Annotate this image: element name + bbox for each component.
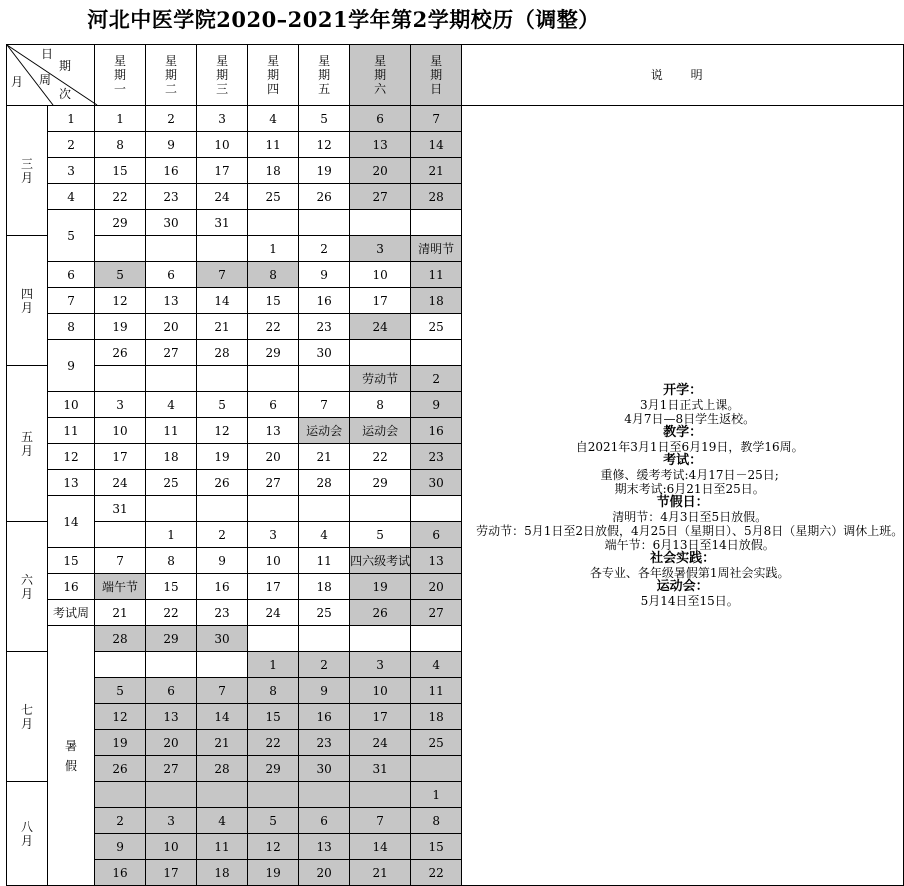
week-number-cell: 11 [48, 418, 95, 444]
notes-header: 说 明 [462, 45, 904, 106]
day-cell: 5 [350, 522, 411, 548]
day-cell [146, 496, 197, 522]
day-cell [248, 366, 299, 392]
day-cell: 26 [299, 184, 350, 210]
day-cell: 24 [350, 730, 411, 756]
day-cell [95, 236, 146, 262]
note-line: 各专业、各年级暑假第1周社会实践。 [589, 565, 790, 580]
week-number-cell: 6 [48, 262, 95, 288]
day-cell: 4 [411, 652, 462, 678]
day-cell [248, 496, 299, 522]
day-cell: 23 [146, 184, 197, 210]
day-cell: 11 [411, 262, 462, 288]
note-heading: 考试： [663, 452, 703, 468]
day-cell: 19 [350, 574, 411, 600]
weekday-header: 星期四 [248, 45, 299, 106]
day-cell: 清明节 [411, 236, 462, 262]
day-cell: 4 [146, 392, 197, 418]
day-cell: 15 [95, 158, 146, 184]
day-cell: 12 [299, 132, 350, 158]
day-cell [146, 366, 197, 392]
day-cell: 27 [248, 470, 299, 496]
day-cell: 6 [350, 106, 411, 132]
weekday-header: 星期二 [146, 45, 197, 106]
day-cell: 28 [197, 756, 248, 782]
corner-label-qi: 期 [59, 59, 72, 73]
day-cell: 3 [95, 392, 146, 418]
day-cell: 7 [350, 808, 411, 834]
day-cell: 10 [350, 678, 411, 704]
day-cell: 14 [411, 132, 462, 158]
day-cell: 12 [197, 418, 248, 444]
notes-cell [462, 106, 904, 886]
note-line: 期末考试:6月21日至25日。 [614, 481, 765, 496]
day-cell [146, 652, 197, 678]
day-cell: 6 [299, 808, 350, 834]
week-number-cell: 9 [48, 340, 95, 392]
day-cell: 3 [350, 652, 411, 678]
day-cell: 17 [146, 860, 197, 886]
day-cell: 11 [411, 678, 462, 704]
day-cell: 1 [248, 236, 299, 262]
day-cell: 26 [95, 340, 146, 366]
week-number-cell: 8 [48, 314, 95, 340]
corner-label-yue: 月 [11, 75, 24, 89]
day-cell: 2 [95, 808, 146, 834]
day-cell: 22 [248, 730, 299, 756]
week-number-cell: 考试周 [48, 600, 95, 626]
day-cell: 28 [197, 340, 248, 366]
day-cell: 8 [146, 548, 197, 574]
day-cell: 15 [248, 704, 299, 730]
calendar-row [7, 106, 904, 132]
day-cell: 24 [350, 314, 411, 340]
day-cell [299, 782, 350, 808]
page-title: 河北中医学院2020–2021学年第2学期校历（调整） [87, 7, 600, 32]
day-cell: 27 [411, 600, 462, 626]
day-cell [95, 652, 146, 678]
day-cell [350, 210, 411, 236]
day-cell: 19 [197, 444, 248, 470]
day-cell [197, 652, 248, 678]
day-cell: 13 [248, 418, 299, 444]
day-cell: 17 [197, 158, 248, 184]
day-cell: 12 [95, 704, 146, 730]
day-cell: 6 [146, 678, 197, 704]
day-cell [95, 782, 146, 808]
month-cell: 五月 [7, 366, 48, 522]
week-number-cell: 16 [48, 574, 95, 600]
day-cell: 16 [146, 158, 197, 184]
week-number-cell: 1 [48, 106, 95, 132]
day-cell: 1 [95, 106, 146, 132]
day-cell: 26 [95, 756, 146, 782]
day-cell: 31 [197, 210, 248, 236]
day-cell: 15 [146, 574, 197, 600]
day-cell: 8 [411, 808, 462, 834]
day-cell: 21 [197, 730, 248, 756]
day-cell: 19 [95, 730, 146, 756]
day-cell: 18 [146, 444, 197, 470]
day-cell: 29 [248, 340, 299, 366]
day-cell: 24 [197, 184, 248, 210]
week-number-cell: 14 [48, 496, 95, 548]
day-cell: 2 [411, 366, 462, 392]
day-cell: 6 [411, 522, 462, 548]
day-cell: 5 [95, 262, 146, 288]
day-cell: 17 [248, 574, 299, 600]
day-cell: 23 [197, 600, 248, 626]
note-line: 4月7日—8日学生返校。 [624, 411, 756, 426]
day-cell: 7 [299, 392, 350, 418]
day-cell: 12 [95, 288, 146, 314]
note-line: 端午节：6月13日至14日放假。 [604, 537, 775, 552]
day-cell: 1 [248, 652, 299, 678]
day-cell [248, 210, 299, 236]
day-cell: 16 [299, 288, 350, 314]
day-cell: 30 [146, 210, 197, 236]
day-cell: 23 [299, 314, 350, 340]
day-cell: 24 [95, 470, 146, 496]
day-cell [350, 626, 411, 652]
day-cell: 28 [411, 184, 462, 210]
weekday-header: 星期日 [411, 45, 462, 106]
day-cell: 24 [248, 600, 299, 626]
day-cell: 13 [146, 704, 197, 730]
day-cell: 18 [197, 860, 248, 886]
day-cell [299, 496, 350, 522]
day-cell [411, 626, 462, 652]
day-cell: 28 [95, 626, 146, 652]
day-cell: 1 [146, 522, 197, 548]
note-line: 重修、缓考考试:4月17日－25日; [600, 467, 779, 482]
note-line: 劳动节：5月1日至2日放假，4月25日（星期日）、5月8日（星期六）调休上班。 [476, 523, 904, 538]
day-cell: 7 [197, 678, 248, 704]
day-cell: 5 [95, 678, 146, 704]
day-cell: 9 [146, 132, 197, 158]
day-cell [248, 782, 299, 808]
day-cell: 7 [95, 548, 146, 574]
day-cell: 四六级考试 [350, 548, 411, 574]
weekday-header: 星期三 [197, 45, 248, 106]
week-number-cell: 暑假 [48, 626, 95, 886]
day-cell: 3 [146, 808, 197, 834]
note-line: 5月14日至15日。 [640, 593, 739, 608]
day-cell: 27 [146, 756, 197, 782]
month-cell: 四月 [7, 236, 48, 366]
note-heading: 开学： [663, 382, 703, 398]
day-cell: 14 [197, 288, 248, 314]
day-cell: 13 [299, 834, 350, 860]
day-cell: 5 [248, 808, 299, 834]
day-cell: 8 [248, 262, 299, 288]
day-cell: 31 [95, 496, 146, 522]
day-cell: 21 [95, 600, 146, 626]
week-number-cell: 5 [48, 210, 95, 262]
day-cell [95, 522, 146, 548]
day-cell: 30 [411, 470, 462, 496]
day-cell: 10 [197, 132, 248, 158]
note-heading: 运动会： [656, 578, 709, 594]
day-cell: 11 [146, 418, 197, 444]
day-cell: 9 [197, 548, 248, 574]
month-cell: 七月 [7, 652, 48, 782]
day-cell [411, 496, 462, 522]
day-cell: 10 [248, 548, 299, 574]
month-cell: 八月 [7, 782, 48, 886]
day-cell: 6 [146, 262, 197, 288]
day-cell [248, 626, 299, 652]
note-heading: 社会实践： [650, 550, 716, 566]
day-cell [146, 782, 197, 808]
day-cell: 25 [146, 470, 197, 496]
day-cell: 22 [95, 184, 146, 210]
day-cell: 22 [350, 444, 411, 470]
day-cell: 20 [411, 574, 462, 600]
week-number-cell: 15 [48, 548, 95, 574]
day-cell: 27 [350, 184, 411, 210]
day-cell: 18 [411, 288, 462, 314]
day-cell: 8 [350, 392, 411, 418]
day-cell: 14 [197, 704, 248, 730]
day-cell: 2 [299, 652, 350, 678]
day-cell: 17 [95, 444, 146, 470]
day-cell: 3 [248, 522, 299, 548]
day-cell: 29 [350, 470, 411, 496]
week-number-cell: 4 [48, 184, 95, 210]
day-cell [411, 756, 462, 782]
note-heading: 节假日： [656, 494, 709, 510]
day-cell: 20 [299, 860, 350, 886]
day-cell [95, 366, 146, 392]
calendar-body [7, 45, 904, 886]
day-cell: 4 [299, 522, 350, 548]
day-cell: 28 [299, 470, 350, 496]
day-cell: 11 [197, 834, 248, 860]
day-cell: 2 [299, 236, 350, 262]
day-cell: 13 [411, 548, 462, 574]
day-cell: 27 [146, 340, 197, 366]
day-cell: 21 [411, 158, 462, 184]
day-cell: 运动会 [350, 418, 411, 444]
day-cell: 20 [146, 730, 197, 756]
day-cell: 21 [299, 444, 350, 470]
day-cell: 29 [95, 210, 146, 236]
day-cell: 26 [197, 470, 248, 496]
day-cell: 14 [350, 834, 411, 860]
day-cell: 16 [95, 860, 146, 886]
day-cell: 3 [197, 106, 248, 132]
day-cell: 7 [197, 262, 248, 288]
day-cell: 8 [95, 132, 146, 158]
day-cell: 9 [411, 392, 462, 418]
corner-label-ci: 次 [59, 87, 72, 101]
weekday-header: 星期六 [350, 45, 411, 106]
day-cell [299, 210, 350, 236]
week-number-cell: 10 [48, 392, 95, 418]
day-cell: 18 [299, 574, 350, 600]
day-cell: 8 [248, 678, 299, 704]
day-cell: 运动会 [299, 418, 350, 444]
day-cell: 31 [350, 756, 411, 782]
corner-label-ri: 日 [41, 47, 54, 61]
week-number-cell: 2 [48, 132, 95, 158]
day-cell: 10 [146, 834, 197, 860]
day-cell: 20 [350, 158, 411, 184]
day-cell: 19 [299, 158, 350, 184]
day-cell: 30 [299, 340, 350, 366]
corner-label-zhou: 周 [39, 73, 52, 87]
day-cell [197, 782, 248, 808]
day-cell: 22 [248, 314, 299, 340]
day-cell [197, 366, 248, 392]
day-cell: 4 [197, 808, 248, 834]
note-line: 自2021年3月1日至6月19日，教学16周。 [575, 439, 804, 454]
day-cell [146, 236, 197, 262]
day-cell: 11 [299, 548, 350, 574]
day-cell: 5 [299, 106, 350, 132]
day-cell: 6 [248, 392, 299, 418]
day-cell: 9 [95, 834, 146, 860]
day-cell: 20 [146, 314, 197, 340]
month-cell: 六月 [7, 522, 48, 652]
day-cell: 2 [197, 522, 248, 548]
day-cell [350, 496, 411, 522]
day-cell: 2 [146, 106, 197, 132]
day-cell: 18 [248, 158, 299, 184]
day-cell [350, 782, 411, 808]
day-cell: 25 [411, 730, 462, 756]
week-number-cell: 7 [48, 288, 95, 314]
day-cell: 22 [146, 600, 197, 626]
day-cell [350, 340, 411, 366]
day-cell [299, 626, 350, 652]
day-cell [299, 366, 350, 392]
day-cell: 22 [411, 860, 462, 886]
note-heading: 教学： [663, 424, 703, 440]
note-line: 清明节：4月3日至5日放假。 [612, 509, 768, 524]
day-cell: 12 [248, 834, 299, 860]
weekday-header: 星期一 [95, 45, 146, 106]
day-cell: 17 [350, 288, 411, 314]
day-cell: 17 [350, 704, 411, 730]
day-cell: 4 [248, 106, 299, 132]
day-cell: 13 [350, 132, 411, 158]
day-cell: 9 [299, 262, 350, 288]
week-number-cell: 13 [48, 470, 95, 496]
day-cell: 15 [248, 288, 299, 314]
day-cell: 10 [350, 262, 411, 288]
day-cell: 15 [411, 834, 462, 860]
day-cell: 11 [248, 132, 299, 158]
day-cell: 3 [350, 236, 411, 262]
header-row [7, 45, 904, 106]
day-cell: 16 [299, 704, 350, 730]
day-cell: 16 [411, 418, 462, 444]
corner-cell [7, 45, 95, 106]
day-cell: 30 [197, 626, 248, 652]
day-cell [197, 496, 248, 522]
day-cell: 25 [411, 314, 462, 340]
day-cell: 18 [411, 704, 462, 730]
calendar-table [6, 44, 904, 886]
week-number-cell: 12 [48, 444, 95, 470]
day-cell: 30 [299, 756, 350, 782]
day-cell: 20 [248, 444, 299, 470]
day-cell: 16 [197, 574, 248, 600]
day-cell: 25 [248, 184, 299, 210]
note-line: 3月1日正式上课。 [640, 397, 740, 412]
week-number-cell: 3 [48, 158, 95, 184]
day-cell [411, 340, 462, 366]
weekday-header: 星期五 [299, 45, 350, 106]
day-cell: 26 [350, 600, 411, 626]
day-cell: 端午节 [95, 574, 146, 600]
day-cell [197, 236, 248, 262]
day-cell: 23 [299, 730, 350, 756]
day-cell: 21 [350, 860, 411, 886]
day-cell: 劳动节 [350, 366, 411, 392]
day-cell: 29 [146, 626, 197, 652]
day-cell: 9 [299, 678, 350, 704]
day-cell: 10 [95, 418, 146, 444]
day-cell: 13 [146, 288, 197, 314]
day-cell [411, 210, 462, 236]
day-cell: 23 [411, 444, 462, 470]
day-cell: 21 [197, 314, 248, 340]
day-cell: 1 [411, 782, 462, 808]
month-cell: 三月 [7, 106, 48, 236]
day-cell: 29 [248, 756, 299, 782]
day-cell: 19 [248, 860, 299, 886]
day-cell: 19 [95, 314, 146, 340]
day-cell: 25 [299, 600, 350, 626]
day-cell: 5 [197, 392, 248, 418]
day-cell: 7 [411, 106, 462, 132]
